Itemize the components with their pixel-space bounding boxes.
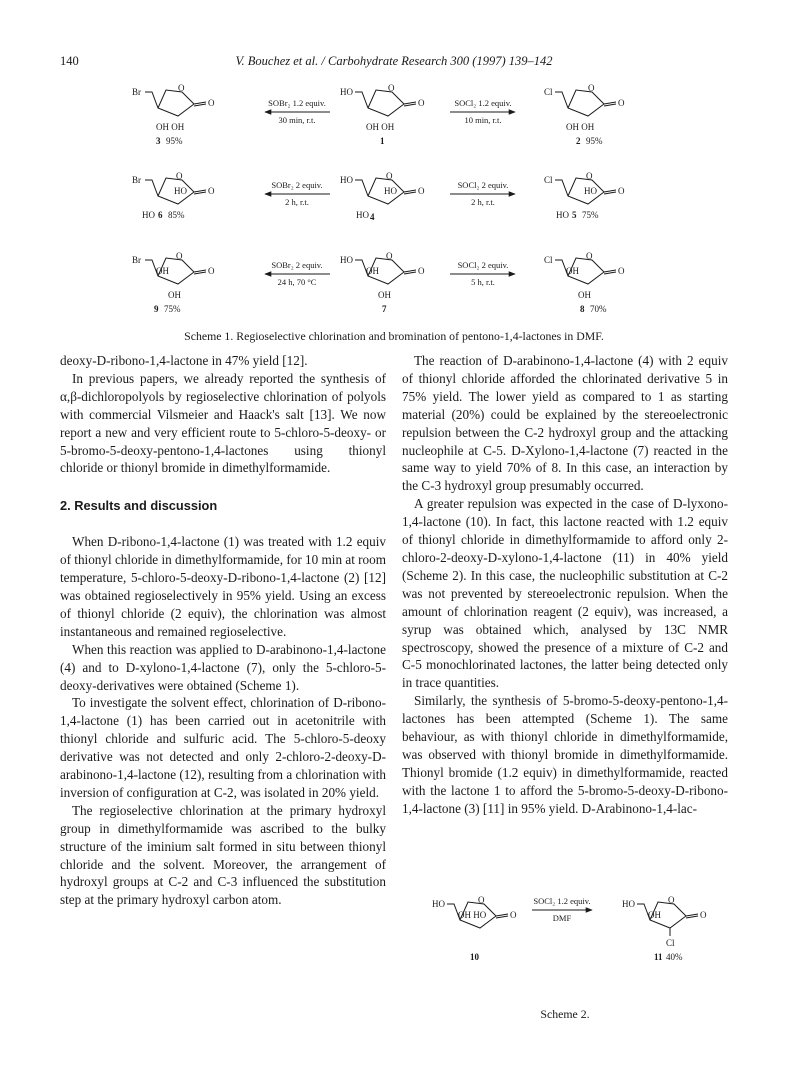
running-title: V. Bouchez et al. / Carbohydrate Research 300 (1997) 139–142 (235, 54, 553, 68)
ring-oxygen: O (586, 251, 593, 261)
scheme-2 (402, 882, 728, 992)
carbonyl-oxygen: O (208, 266, 215, 276)
molecule-10 (432, 895, 517, 962)
running-header (60, 54, 728, 74)
hydroxyls: HO (142, 210, 155, 220)
molecule-2 (544, 84, 625, 146)
arrow-right-3 (450, 260, 515, 287)
compound-label: 2 (576, 136, 581, 146)
reagent: SOBr₂ 2 equiv. (271, 260, 323, 270)
compound-label: 7 (382, 304, 387, 314)
ring-oxygen: O (586, 171, 593, 181)
hydroxyls: OH OH (566, 122, 595, 132)
solvent: DMF (552, 913, 572, 923)
right-column (402, 352, 728, 818)
conditions: 24 h, 70 °C (277, 277, 317, 287)
ring-oxygen: O (386, 251, 393, 261)
compound-yield: 85% (168, 210, 185, 220)
compound-label: 3 (156, 136, 161, 146)
ring-oxygen: O (178, 84, 185, 93)
hydroxyls: OH (168, 290, 181, 300)
compound-yield: 95% (166, 136, 183, 146)
carbonyl-oxygen: O (208, 186, 215, 196)
substituent: Cl (544, 87, 553, 97)
ring-oxygen: O (176, 251, 183, 261)
left-column (60, 352, 386, 909)
compound-yield: 95% (586, 136, 603, 146)
arrow-right-1 (450, 98, 515, 125)
molecule-7 (340, 251, 425, 314)
hydroxyls: HO (356, 210, 369, 220)
scheme1-row-1 (132, 84, 625, 146)
paragraph: When D-ribono-1,4-lactone (1) was treated with 1.2 equiv of thionyl chloride in dimethylformamide, for 10 min at room temperature, 5-chloro-5-deoxy-D-ribono-1,4-lactone (2) [12] was obtained regioselectively in 95% yield. Using an excess of thionyl chloride (2 equiv), the chlorination was almost instantaneous and remained regioselective. (60, 534, 386, 639)
substituent: HO (432, 899, 445, 909)
scheme-1 (60, 84, 728, 324)
carbonyl-oxygen: O (418, 98, 425, 108)
ring-hydroxyl: OH (366, 266, 379, 276)
ring-oxygen: O (478, 895, 485, 905)
carbonyl-oxygen: O (700, 910, 707, 920)
compound-label: 11 (654, 952, 663, 962)
molecule-6 (132, 171, 215, 220)
ring-oxygen: O (588, 84, 595, 93)
reagent: SOBr₂ 2 equiv. (271, 180, 323, 190)
substituent: Cl (544, 175, 553, 185)
paragraph: A greater repulsion was expected in the case of D-lyxono-1,4-lactone (10). In fact, this lactone reacted with 1.2 equiv of thionyl chloride in dimethylformamide to afford only 2-chloro-2-deoxy-D-xylono-1,4-lactone (11) in 40% yield (Scheme 2). In this case, the nucleophilic substitution at C-2 was not prevented by stereoelectronic repulsion. When the amount of chlorination reagent (2 equiv), was increased, a syrup was obtained which, analysed by 13C NMR spectroscopy, showed the presence of a mixture of C-2 and C-5 monochlorinated lactones, the latter being detected only in trace quantities. (402, 496, 728, 691)
reagent: SOCl₂ 1.2 equiv. (454, 98, 512, 108)
compound-yield: 40% (666, 952, 683, 962)
conditions: 2 h, r.t. (471, 197, 495, 207)
ring-hydroxyl: OH (156, 266, 169, 276)
carbonyl-oxygen: O (418, 266, 425, 276)
scheme1-row-2 (132, 171, 625, 222)
arrow-scheme-2 (532, 896, 592, 923)
molecule-4 (340, 171, 425, 222)
ring-oxygen: O (388, 84, 395, 93)
compound-label: 1 (380, 136, 385, 146)
hydroxyls: OH (578, 290, 591, 300)
hydroxyls: HO (556, 210, 569, 220)
carbonyl-oxygen: O (618, 266, 625, 276)
arrow-left-1 (265, 98, 330, 125)
ring-oxygen: O (668, 895, 675, 905)
reagent: SOCl₂ 2 equiv. (457, 260, 509, 270)
substituent: Br (132, 175, 141, 185)
carbonyl-oxygen: O (618, 98, 625, 108)
scheme1-row-3 (132, 251, 625, 314)
page-number: 140 (60, 54, 79, 68)
compound-yield: 75% (164, 304, 181, 314)
molecule-1 (340, 84, 425, 146)
ring-hydroxyl: OH (648, 910, 661, 920)
carbonyl-oxygen: O (208, 98, 215, 108)
compound-label: 9 (154, 304, 159, 314)
molecule-5 (544, 171, 625, 220)
arrow-left-2 (265, 180, 330, 207)
paragraph: deoxy-D-ribono-1,4-lactone in 47% yield [12]. (60, 353, 308, 368)
reagent: SOCl₂ 2 equiv. (457, 180, 509, 190)
ring-oxygen: O (386, 171, 393, 181)
compound-label: 6 (158, 210, 163, 220)
paragraph: Similarly, the synthesis of 5-bromo-5-deoxy-pentono-1,4-lactones has been attempted (Scheme 1). The same behaviour, as with thionyl chloride in dimethylformamide, was observed with thionyl bromide in dimethylformamide. Thionyl bromide (1.2 equiv) in dimethylformamide, reacted with the lactone 1 to afford the 5-bromo-5-deoxy-D-ribono-1,4-lactone (3) [11] in 95% yield. D-Arabinono-1,4-lac- (402, 693, 728, 816)
carbonyl-oxygen: O (618, 186, 625, 196)
substituent: HO (340, 175, 353, 185)
carbonyl-oxygen: O (510, 910, 517, 920)
compound-label: 8 (580, 304, 585, 314)
conditions: 2 h, r.t. (285, 197, 309, 207)
paragraph: The reaction of D-arabinono-1,4-lactone (4) with 2 equiv of thionyl chloride afforded the chlorinated derivative 5 in 75% yield. The lower yield as compared to 1 as starting material (20%) could be explained by the stereoelectronic repulsion between the C-2 hydroxyl group and the attacking nucleophile at C-5. D-Xylono-1,4-lactone (7) reacted in the same way to yield 70% of 8. In this case, an interaction by the C-3 hydroxyl group presumably occurred. (402, 353, 728, 494)
paragraph: The regioselective chlorination at the primary hydroxyl group in dimethylformamide was ascribed to the bulky structure of the iminium salt formed in situ between thionyl chloride and the solvent. Moreover, the arrangement of hydroxyl groups at C-2 and C-3 influenced the substitution step at the primary hydroxyl carbon atom. (60, 802, 386, 908)
substituent: HO (340, 255, 353, 265)
ring-hydroxyl: OH (566, 266, 579, 276)
carbonyl-oxygen: O (418, 186, 425, 196)
ring-oxygen: O (176, 171, 183, 181)
reagent: SOBr₂ 1.2 equiv. (268, 98, 326, 108)
substituent: Cl (544, 255, 553, 265)
molecule-8 (544, 251, 625, 314)
ring-hydroxyl: HO (174, 186, 187, 196)
hydroxyls: OH OH (366, 122, 395, 132)
conditions: 30 min, r.t. (278, 115, 316, 125)
ring-hydroxyl: HO (384, 186, 397, 196)
scheme-2-caption: Scheme 2. (540, 1007, 590, 1021)
paragraph: To investigate the solvent effect, chlorination of D-ribono-1,4-lactone (1) has been carried out in acetonitrile with thionyl chloride and sulfuric acid. The 5-chloro-5-deoxy derivative was not detected and only 2-chloro-2-deoxy-D-arabinono-1,4-lactone (12), resulting from a chlorination with inversion of configuration at C-2, was isolated in 20% yield. (60, 695, 386, 800)
hydroxyls: OH OH (156, 122, 185, 132)
scheme-1-caption: Scheme 1. Regioselective chlorination and bromination of pentono-1,4-lactones in DMF. (184, 329, 604, 343)
substituent: Br (132, 255, 141, 265)
compound-yield: 70% (590, 304, 607, 314)
compound-yield: 75% (582, 210, 599, 220)
arrow-right-2 (450, 180, 515, 207)
hydroxyls: OH (378, 290, 391, 300)
compound-label: 5 (572, 210, 577, 220)
arrow-left-3 (265, 260, 330, 287)
substituent: Br (132, 87, 141, 97)
substituent: HO (622, 899, 635, 909)
ring-hydroxyls: OH HO (458, 910, 487, 920)
reagent: SOCl₂ 1.2 equiv. (533, 896, 591, 906)
conditions: 10 min, r.t. (464, 115, 502, 125)
compound-label: 10 (470, 952, 479, 962)
chlorine: Cl (666, 938, 675, 948)
molecule-9 (132, 251, 215, 314)
molecule-11 (622, 895, 707, 962)
conditions: 5 h, r.t. (471, 277, 495, 287)
ring-hydroxyl: HO (584, 186, 597, 196)
paragraph: When this reaction was applied to D-arabinono-1,4-lactone (4) and to D-xylono-1,4-lactone (7), only the 5-chloro-5-deoxy-derivatives were obtained (Scheme 1). (60, 641, 386, 693)
molecule-3 (132, 84, 215, 146)
compound-label: 4 (370, 212, 375, 222)
paragraph: In previous papers, we already reported the synthesis of α,β-dichloropolyols by regioselective chlorination of polyols with commercial Vilsmeier and Haack's salt [13]. We now report a new and very efficient route to 5-chloro-5-deoxy- or 5-bromo-5-deoxy-pentono-1,4-lactones using thionyl chloride or thionyl bromide in dimethylformamide. (60, 370, 386, 476)
section-heading: 2. Results and discussion (60, 498, 218, 514)
substituent: HO (340, 87, 353, 97)
